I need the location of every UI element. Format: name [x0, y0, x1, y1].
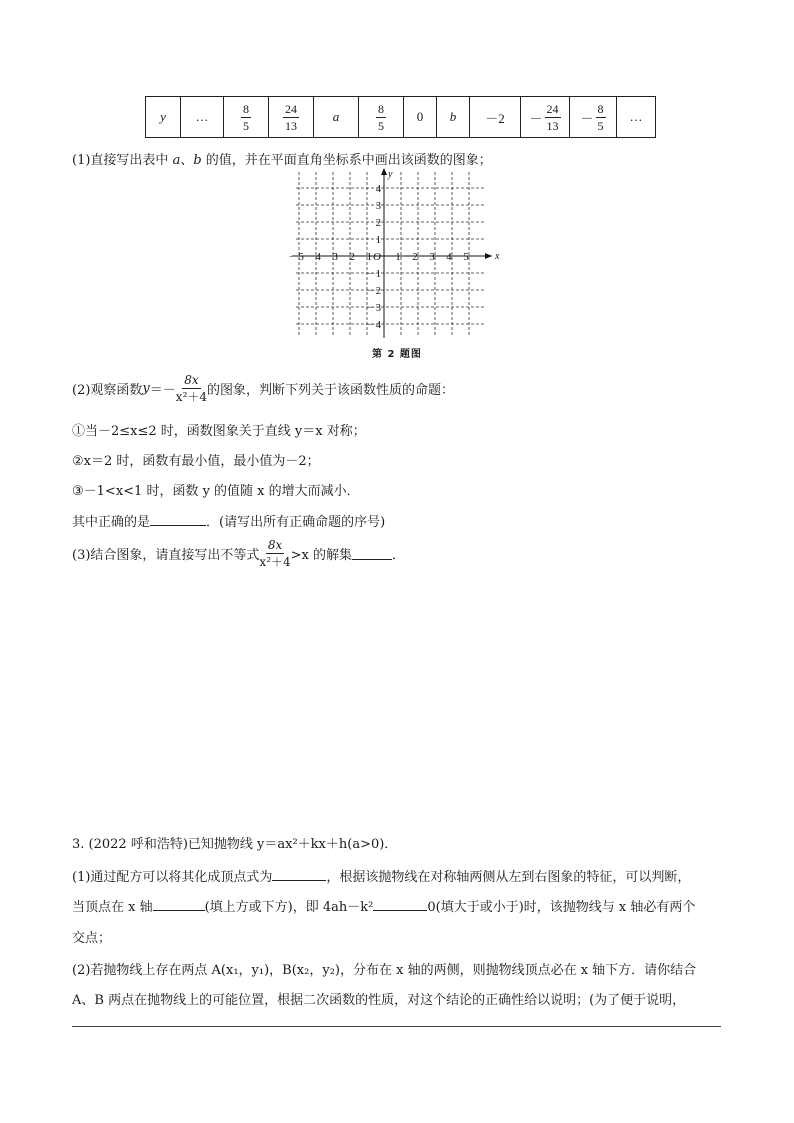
- table-cell: a: [314, 97, 359, 138]
- q3-line5: A、B 两点在抛物线上的可能位置，根据二次函数的性质，对这个结论的正确性给以说明；(为了便于说明，: [72, 993, 686, 1008]
- x-tick-label: 5: [463, 252, 469, 263]
- row-label: y: [146, 97, 181, 138]
- x-tick-label: 4: [446, 252, 452, 263]
- y-tick-label: 2: [375, 218, 381, 229]
- vertex-form-blank[interactable]: [272, 868, 326, 881]
- q2-part3: (3)结合图象，请直接写出不等式 $\frac{8x}{\text{x²＋4}}$ >x 的解集 ．: [72, 538, 406, 569]
- y-tick-label: －3: [365, 303, 381, 314]
- y-tick-label: －1: [365, 269, 381, 280]
- statement-1: ①当－2≤x≤2 时，函数图象关于直线 y＝x 对称；: [72, 424, 366, 439]
- x-tick-label: －5: [288, 252, 304, 263]
- table-cell: $\frac{24}{13}$: [269, 97, 314, 138]
- x-tick-label: 2: [412, 252, 418, 263]
- coordinate-grid: [288, 168, 504, 340]
- q2-part1: (1)直接写出表中 a、b 的值，并在平面直角坐标系中画出该函数的图象；: [72, 153, 492, 168]
- x-tick-label: －3: [322, 252, 338, 263]
- y-axis-arrow: [381, 168, 387, 175]
- origin-label: O: [373, 251, 381, 263]
- table-cell: －2: [470, 97, 521, 138]
- solution-blank[interactable]: [352, 547, 392, 560]
- y-tick-label: 4: [375, 184, 381, 195]
- q2-part2: (2)观察函数 y ＝－ $\frac{8x}{\text{x²＋4}}$ 的图象，判断下列关于该函数性质的命题：: [72, 373, 455, 404]
- x-tick-label: 3: [429, 252, 435, 263]
- table-cell: …: [181, 97, 224, 138]
- answer-blank[interactable]: [150, 513, 206, 526]
- y-tick-label: －4: [365, 320, 381, 331]
- table-cell: － $\frac{24}{13}$: [521, 97, 570, 138]
- table-cell: …: [617, 97, 656, 138]
- value-table: [145, 96, 656, 138]
- compare-blank[interactable]: [373, 898, 427, 911]
- statement-2: ②x＝2 时，函数有最小值，最小值为－2；: [72, 454, 320, 469]
- q3-line4: (2)若抛物线上存在两点 A(x₁，y₁)，B(x₂，y₂)，分布在 x 轴的两侧，则抛物线顶点必在 x 轴下方．请你结合: [72, 963, 697, 978]
- x-axis-arrow: [485, 253, 492, 259]
- table-cell: b: [437, 97, 470, 138]
- x-axis-label: x: [495, 251, 500, 262]
- table-cell: － $\frac{8}{5}$: [570, 97, 617, 138]
- q3-title: 3. (2022 呼和浩特)已知抛物线 y＝ax²＋kx＋h(a>0)．: [72, 837, 398, 852]
- table-cell: 0: [404, 97, 437, 138]
- table-row: [146, 97, 656, 138]
- table-cell: $\frac{8}{5}$: [359, 97, 404, 138]
- x-tick-label: －1: [356, 252, 372, 263]
- x-tick-label: －4: [305, 252, 321, 263]
- page-rule: [72, 1026, 721, 1027]
- statement-3: ③－1<x<1 时，函数 y 的值随 x 的增大而减小．: [72, 484, 360, 499]
- q3-line3: 交点；: [72, 931, 112, 946]
- figure-caption: 第 2 题图: [372, 349, 422, 360]
- y-tick-label: －2: [365, 286, 381, 297]
- x-tick-label: －2: [339, 252, 355, 263]
- position-blank[interactable]: [153, 898, 205, 911]
- y-axis-label: y: [388, 169, 393, 180]
- y-tick-label: 3: [375, 201, 381, 212]
- q3-line2: 当顶点在 x 轴 (填上方或下方)，即 4ah－k² 0(填大于或小于)时，该抛物线与 x 轴必有两个: [72, 900, 696, 915]
- table-cell: $\frac{8}{5}$: [224, 97, 269, 138]
- q3-line1: (1)通过配方可以将其化成顶点式为 ，根据该抛物线在对称轴两侧从左到右图象的特征，可以判断，: [72, 870, 691, 885]
- y-tick-label: 1: [375, 235, 381, 246]
- x-tick-label: 1: [395, 252, 401, 263]
- answer-line: 其中正确的是 ．(请写出所有正确命题的序号): [72, 515, 386, 530]
